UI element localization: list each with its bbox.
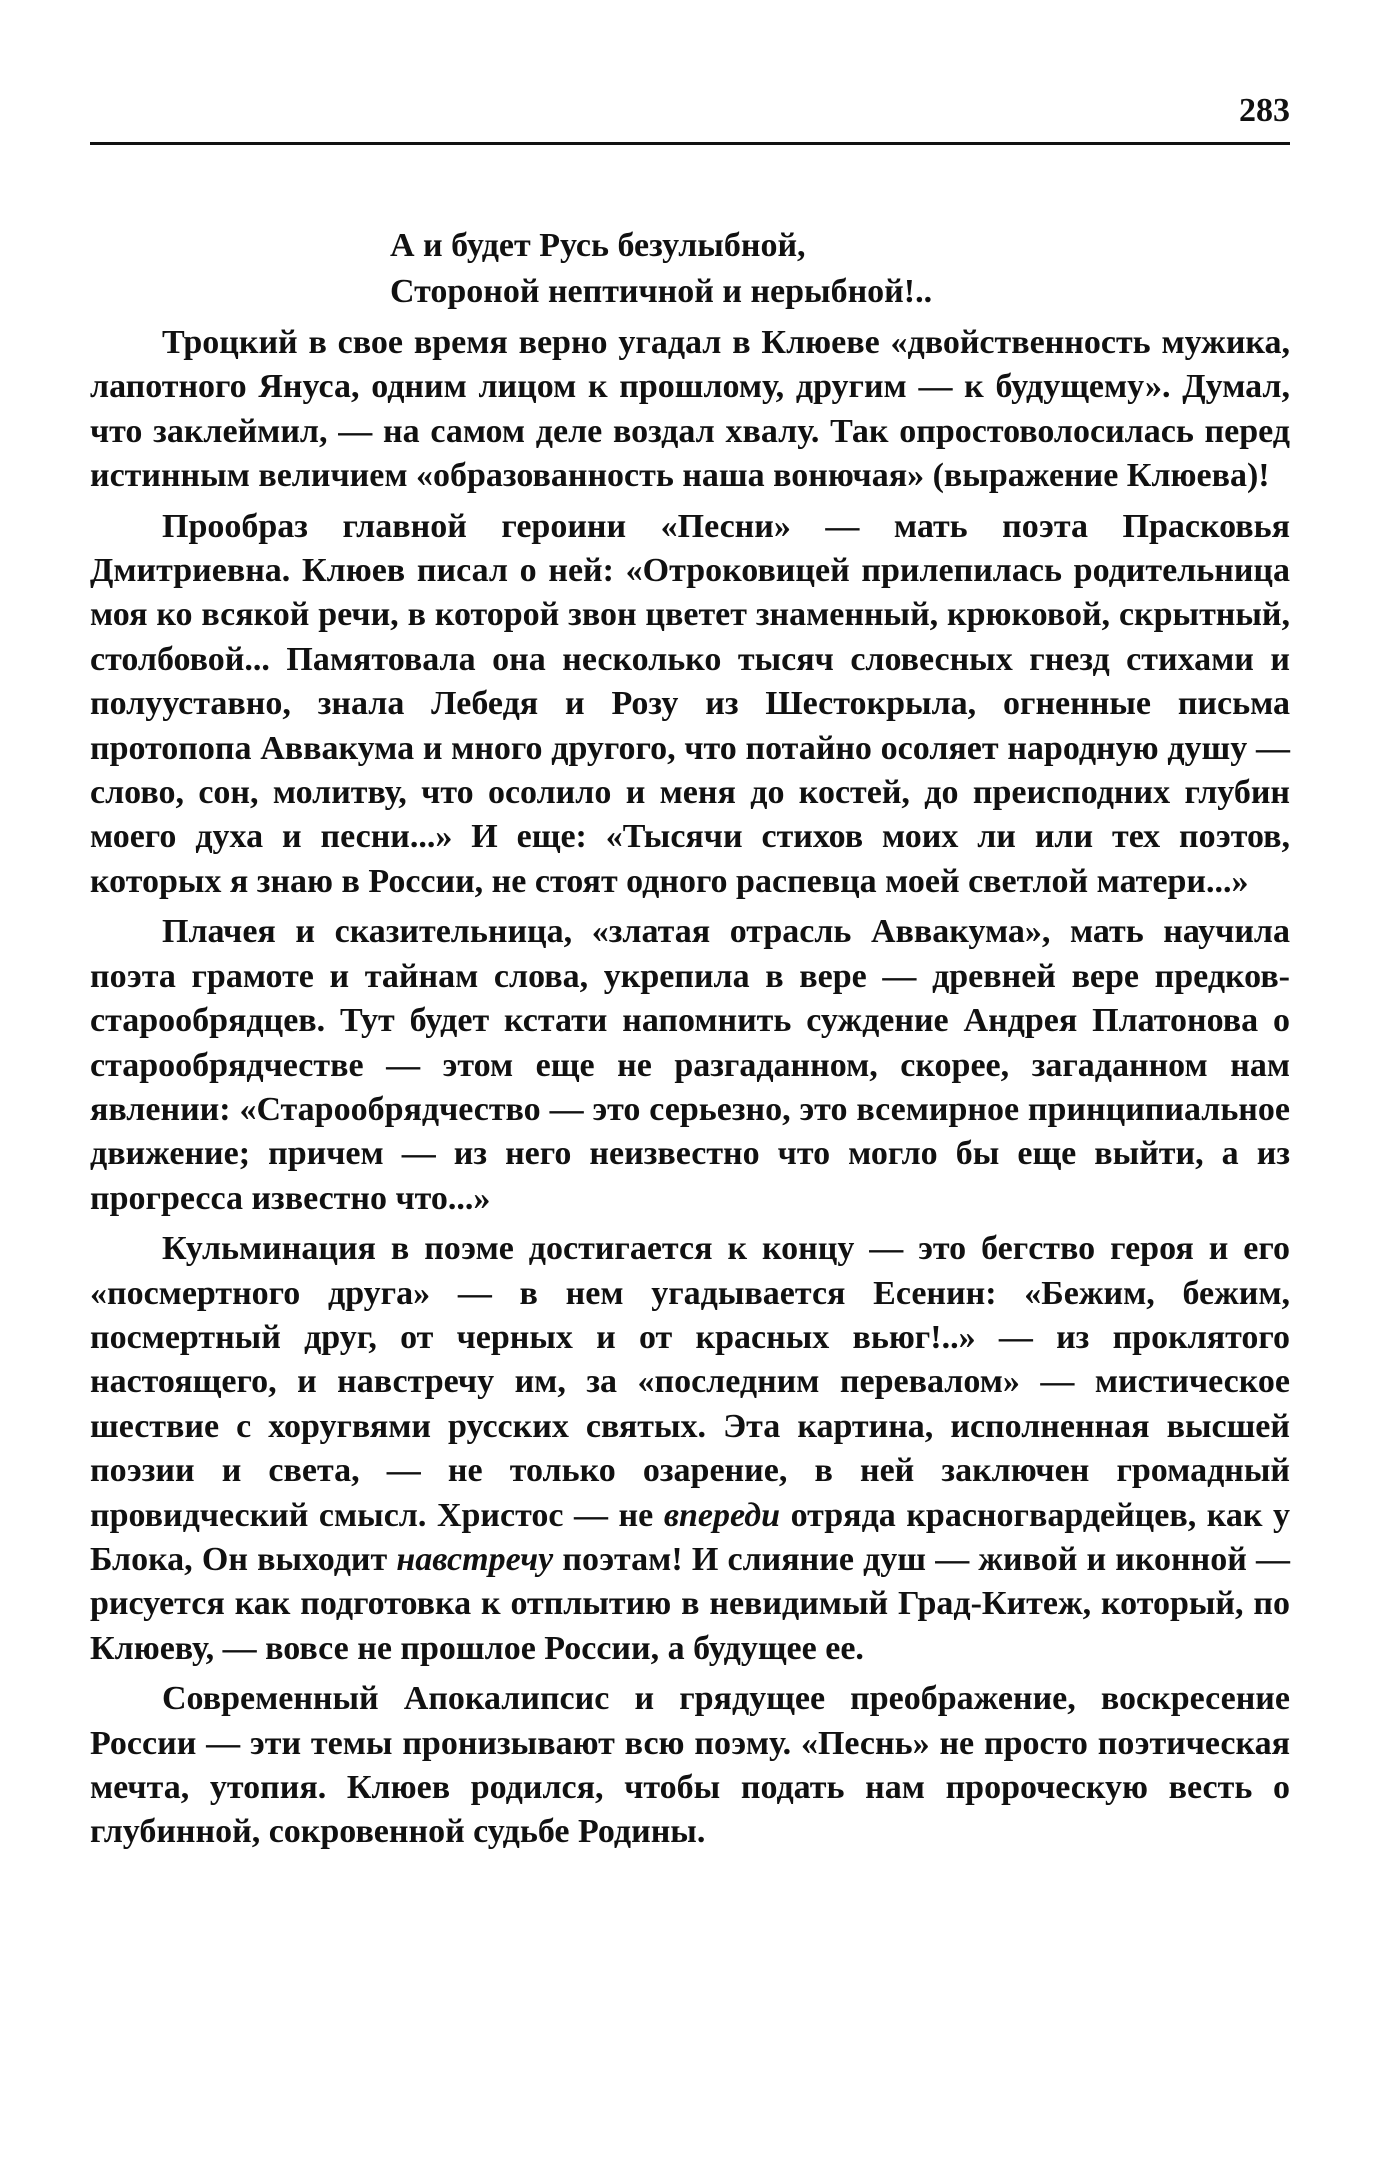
epigraph-line-2: Стороной нептичной и нерыбной!.. bbox=[390, 273, 933, 310]
page-number: 283 bbox=[1239, 92, 1290, 129]
paragraph-4-part-c: поэтам! И слияние душ — живой и иконной — рисуется как подготовка к отплытию в невидимый Град-Китеж, который, по Клюеву, — вовсе не прошлое России, а будущее ее. bbox=[90, 1540, 1291, 1667]
paragraph-1: Троцкий в свое время верно угадал в Клюеве «двойственность мужика, лапотного Януса, одним лицом к прошлому, другим — к будущему». Думал, что заклеймил, — на самом деле воздал хвалу. Так опростоволосилась перед истинным величием «образованность наша вонючая» (выражение Клюева)! bbox=[90, 324, 1290, 495]
book-page bbox=[90, 90, 1290, 1855]
paragraph-3: Плачея и сказительница, «златая отрасль Аввакума», мать научила поэта грамоте и тайнам слова, укрепила в вере — древней вере предков-старообрядцев. Тут будет кстати напомнить суждение Андрея Платонова о старообрядчестве — этом еще не разгаданном, скорее, загаданном нам явлении: «Старообрядчество — это серьезно, это всемирное принципиальное движение; причем — из него неизвестно что могло бы еще выйти, а из прогресса известно что...» bbox=[90, 913, 1290, 1217]
epigraph bbox=[390, 223, 1290, 315]
paragraph-2: Прообраз главной героини «Песни» — мать поэта Прасковья Дмитриевна. Клюев писал о ней: «Отроковицей прилепилась родительница моя ко всякой речи, в которой звон цветет знаменный, крюковой, скрытный, столбовой... Памятовала она несколько тысяч словесных гнезд стихами и полууставно, знала Лебедя и Розу из Шестокрыла, огненные письма протопопа Аввакума и много другого, что потайно осоляет народную душу — слово, сон, молитву, что осолило и меня до костей, до преисподних глубин моего духа и песни...» И еще: «Тысячи стихов моих ли или тех поэтов, которых я знаю в России, не стоят одного распевца моей светлой матери...» bbox=[90, 507, 1290, 900]
paragraph-4-part-a: Кульминация в поэме достигается к концу — это бегство героя и его «посмертного друга» — в нем угадывается Есенин: «Бежим, бежим, посмертный друг, от черных и от красных вьюг!..» — из проклятого настоящего, и навстречу им, за «последним перевалом» — мистическое шествие с хоругвями русских святых. Эта картина, исполненная высшей поэзии и света, — не только озарение, в ней заключен громадный провидческий смысл. Христос — не bbox=[90, 1230, 1290, 1534]
emphasis-vperedi: впереди bbox=[663, 1496, 781, 1534]
page-header bbox=[90, 90, 1290, 145]
paragraph-4 bbox=[90, 1227, 1290, 1671]
paragraph-5: Современный Апокалипсис и грядущее преображение, воскресение России — эти темы пронизывают всю поэму. «Песнь» не просто поэтическая мечта, утопия. Клюев родился, чтобы подать нам пророческую весть о глубинной, сокровенной судьбе Родины. bbox=[90, 1680, 1290, 1851]
emphasis-navstrechu: навстречу bbox=[396, 1540, 554, 1578]
epigraph-line-1: А и будет Русь безулыбной, bbox=[390, 227, 806, 264]
paragraph-4-part-b: отряда красногвардейцев, как у Блока, Он выходит bbox=[90, 1496, 1290, 1578]
body-text bbox=[90, 321, 1290, 1855]
